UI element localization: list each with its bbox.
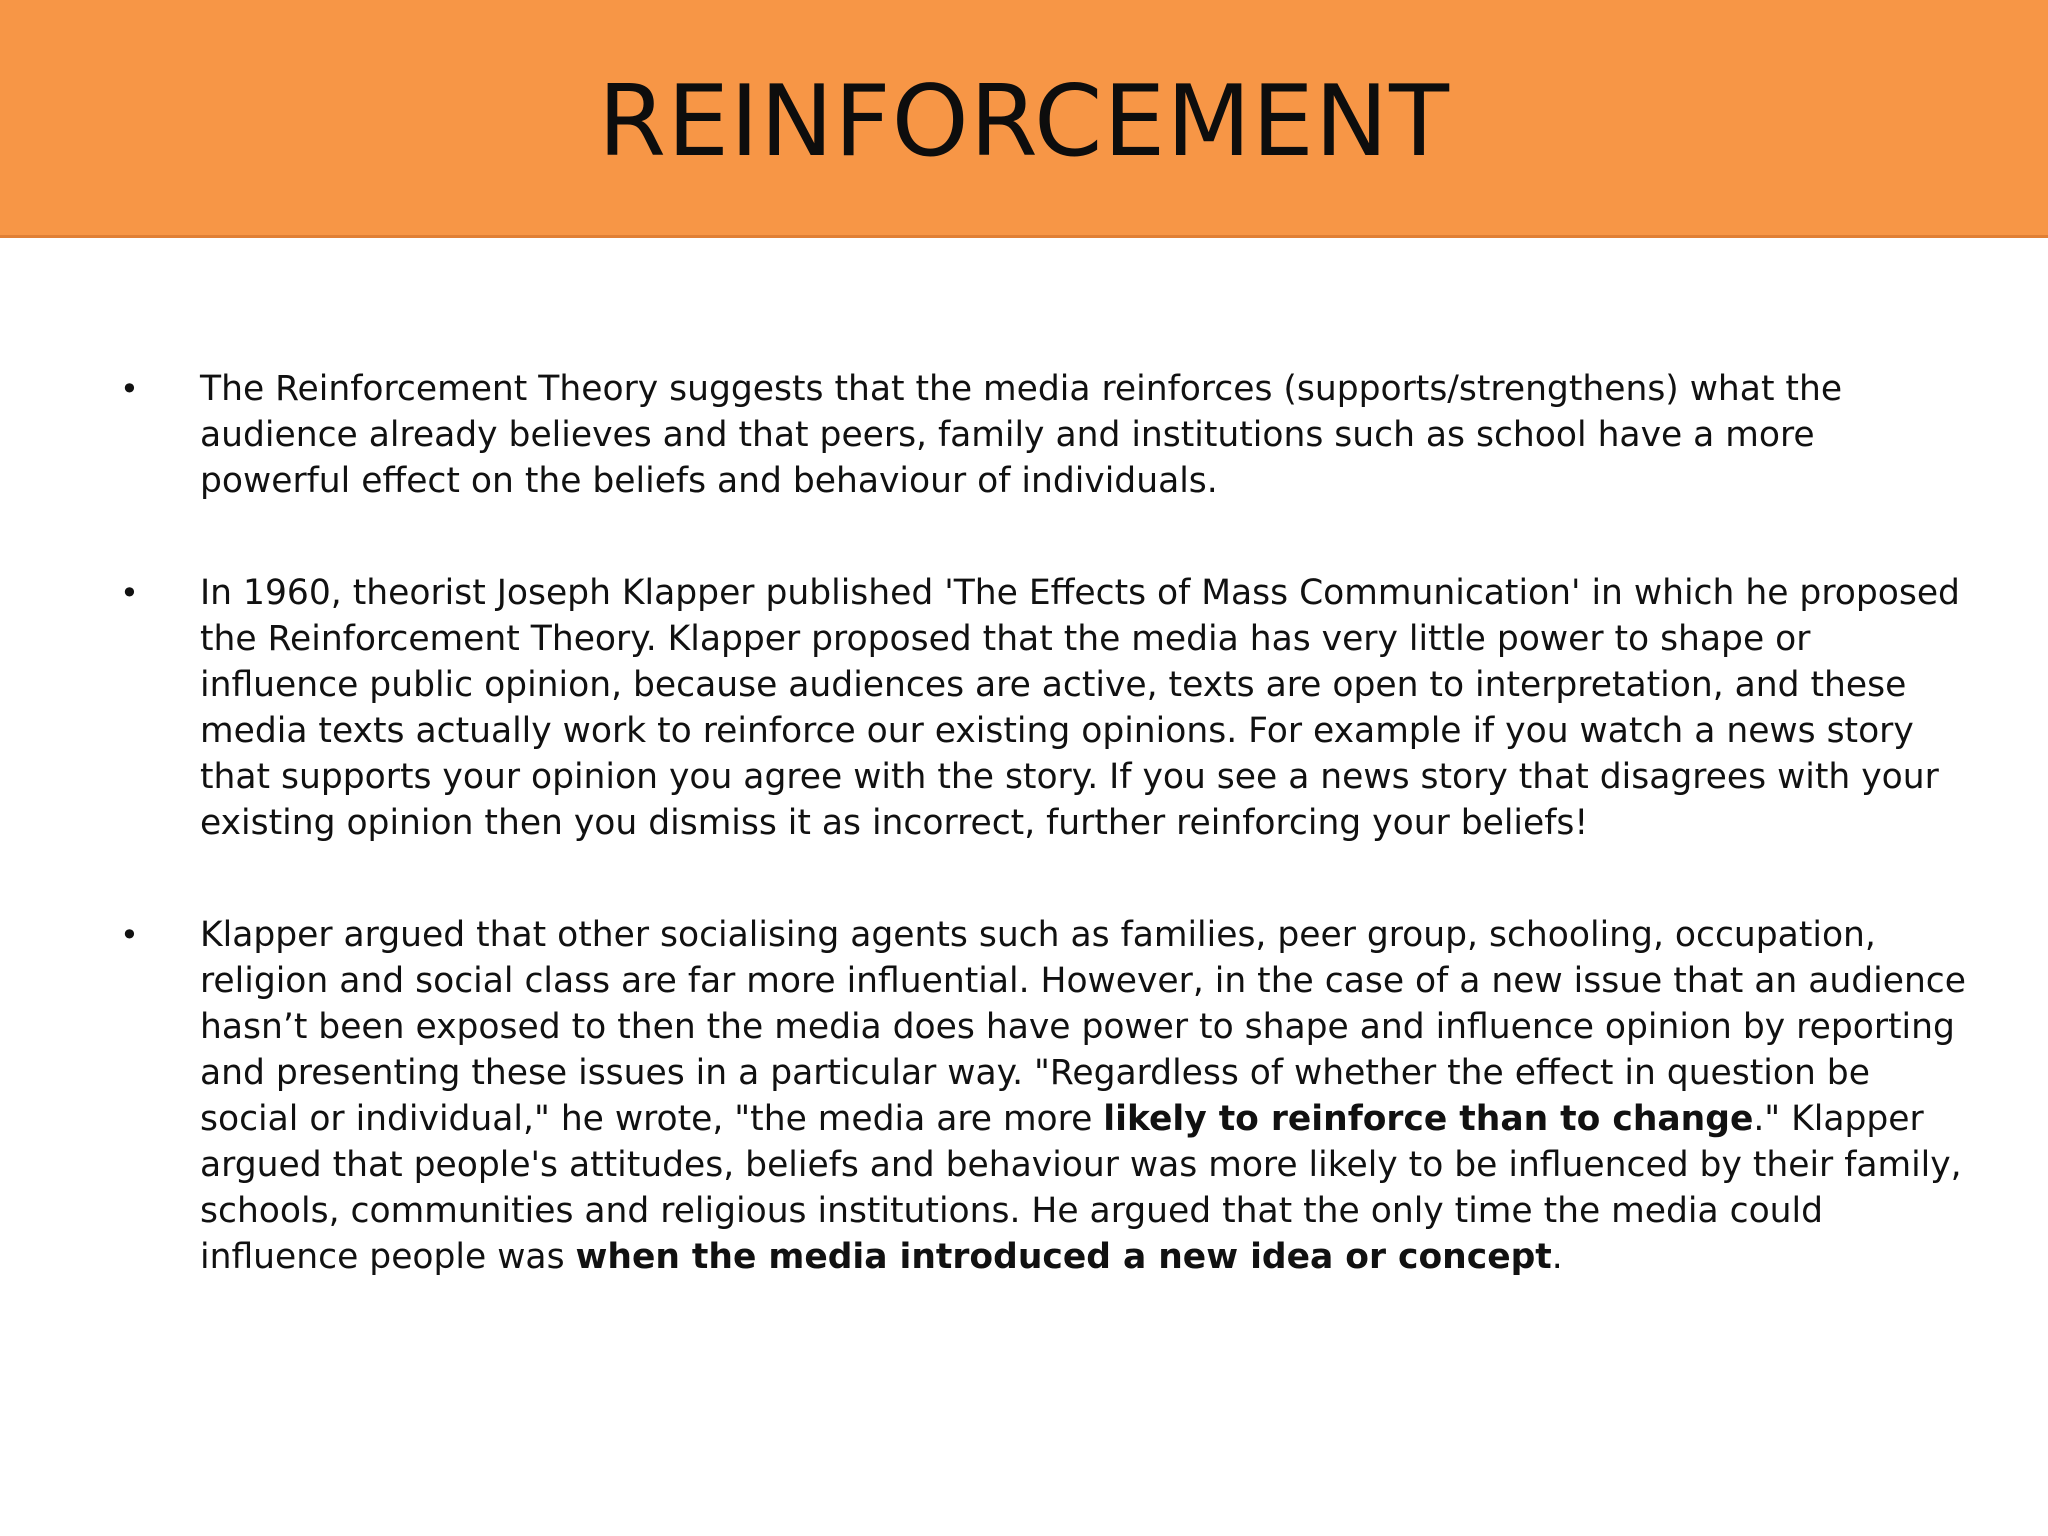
bullet-segment-bold: when the media introduced a new idea or concept <box>575 1237 1552 1277</box>
bullet-item-theory <box>120 366 1970 504</box>
slide-title: REINFORCEMENT <box>598 64 1450 179</box>
bullet-text <box>200 573 1960 843</box>
bullet-item-socialising-agents <box>120 912 1970 1280</box>
bullet-segment: . <box>1551 1237 1563 1277</box>
bullet-icon: • <box>120 370 139 408</box>
bullet-text <box>200 369 1842 501</box>
bullet-segment: ." Klapper argued that people's attitudes, beliefs and behaviour was more likely to be influenced by their family, schools, communities and religious institutions. He argued that the only time the media could influence people was <box>200 1099 1962 1277</box>
title-banner <box>0 0 2048 238</box>
bullet-segment-bold: likely to reinforce than to change <box>1103 1099 1754 1139</box>
bullet-segment: In 1960, theorist Joseph Klapper published 'The Effects of Mass Communication' in which he proposed the Reinforcement Theory. Klapper proposed that the media has very little power to shape or influence public opinion, because audiences are active, texts are open to interpretation, and these media texts actually work to reinforce our existing opinions. For example if you watch a news story that supports your opinion you agree with the story. If you see a news story that disagrees with your existing opinion then you dismiss it as incorrect, further reinforcing your beliefs! <box>200 573 1960 843</box>
bullet-icon: • <box>120 574 139 612</box>
bullet-icon: • <box>120 916 139 954</box>
bullet-text <box>200 915 1966 1277</box>
bullet-segment: The Reinforcement Theory suggests that the media reinforces (supports/strengthens) what the audience already believes and that peers, family and institutions such as school have a more powerful effect on the beliefs and behaviour of individuals. <box>200 369 1843 501</box>
bullet-segment: Klapper argued that other socialising agents such as families, peer group, schooling, occupation, religion and social class are far more influential. However, in the case of a new issue that an audience hasn’t been exposed to then the media does have power to shape and influence opinion by reporting and presenting these issues in a particular way. "Regardless of whether the effect in question be social or individual," he wrote, "the media are more <box>200 915 1967 1139</box>
bullet-item-klapper-1960 <box>120 570 1970 846</box>
bullet-list <box>120 366 1970 1346</box>
